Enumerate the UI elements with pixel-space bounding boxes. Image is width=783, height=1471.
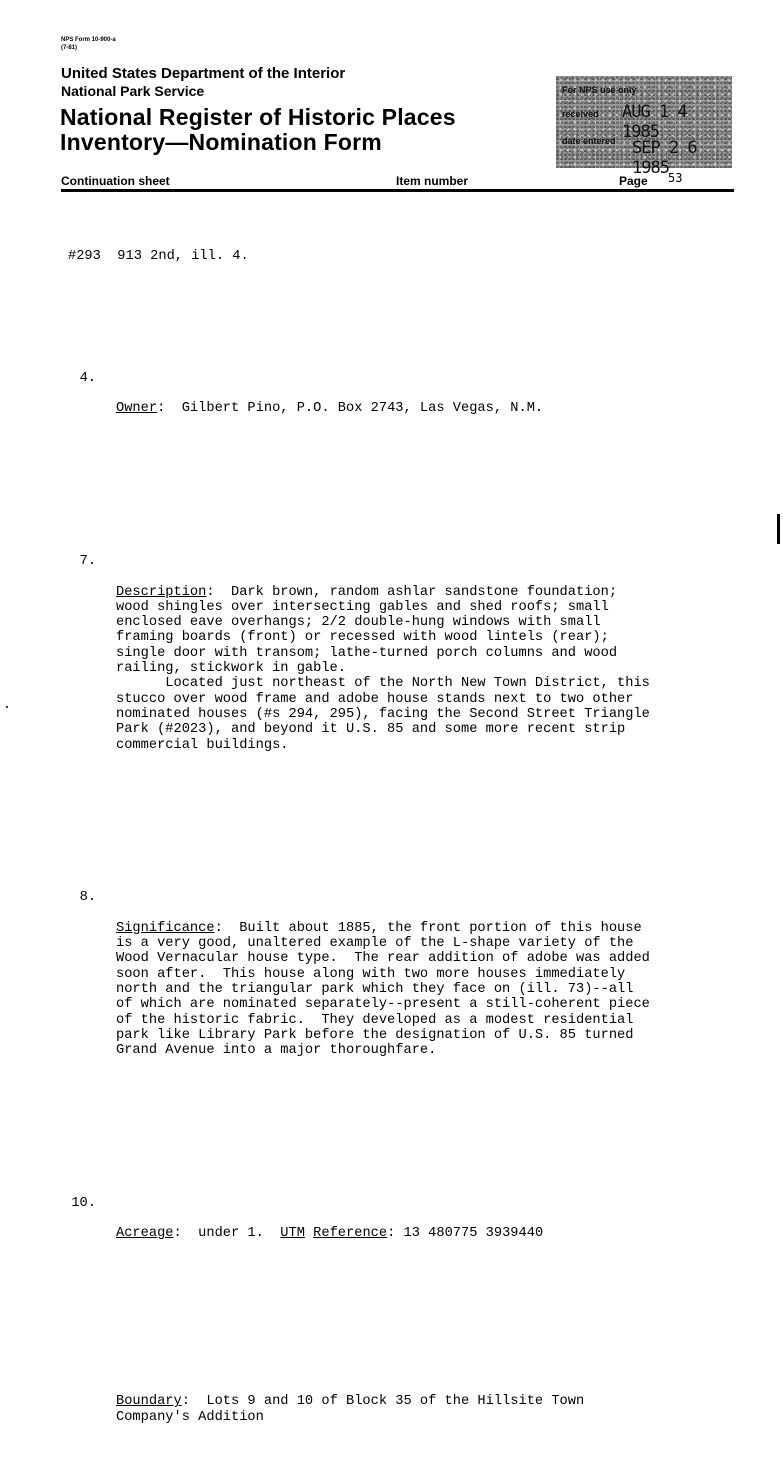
scan-speck [6,706,8,708]
description-line: railing, stickwork in gable. [116,661,346,677]
description-first-line: : Dark brown, random ashlar sandstone foundation; [206,584,618,600]
significance-line: soon after. This house along with two more houses immediately [116,966,626,982]
description-line: wood shingles over intersecting gables and shed roofs; small [116,599,609,615]
description-line: commercial buildings. [116,737,289,753]
significance-line: of which are nominated separately--present a still-coherent piece [116,997,650,1013]
nomination-entry [68,218,748,1471]
continuation-row [61,172,733,188]
description-label: Description [116,584,207,600]
description-line: Located just northeast of the North New Town District, this [116,676,650,692]
stamp-entered-date: SEP 2 6 1985 [632,138,697,178]
form-title-line2: Inventory—Nomination Form [60,129,382,155]
significance-first-line: : Built about 1885, the front portion of this house [214,920,642,936]
entry-heading: #293 913 2nd, ill. 4. [68,248,249,264]
boundary-first-line: : Lots 9 and 10 of Block 35 of the Hillsite Town [181,1394,585,1410]
form-date: (7-81) [61,45,78,51]
item-number-label: Item number [396,174,469,188]
page-number: 53 [668,171,683,185]
significance-line: Wood Vernacular house type. The rear addition of adobe was added [116,951,650,967]
description-line: framing boards (front) or recessed with wood lintels (rear); [116,630,609,646]
acreage-value: : under 1. [173,1226,281,1242]
form-number: NPS Form 10-900-a [61,37,116,43]
description-line: stucco over wood frame and adobe house stands next to two other [116,691,634,707]
service-name: National Park Service [61,83,205,99]
owner-section [68,355,748,447]
scan-margin-mark [777,514,780,544]
description-section [68,539,748,784]
utm-value: : 13 480775 3939440 [387,1226,544,1242]
description-line: enclosed eave overhangs; 2/2 double-hung windows with small [116,615,601,631]
section-number: 4. [79,370,96,386]
section-number: 8. [79,890,96,906]
acreage-label: Acreage [116,1226,174,1242]
significance-line: is a very good, unaltered example of the L-shape variety of the [116,936,634,952]
significance-section [68,875,748,1089]
significance-line: of the historic fabric. They developed as a modest residential [116,1012,634,1028]
stamp-use-only-label: For NPS use only [562,85,637,95]
stamp-received-label: received [562,109,599,119]
section-number: 10. [71,1195,96,1211]
description-line: Park (#2023), and beyond it U.S. 85 and some more recent strip [116,722,626,738]
header-rule [61,189,734,192]
description-line: nominated houses (#s 294, 295), facing the Second Street Triangle [116,706,650,722]
acreage-section [68,1181,748,1273]
significance-line: north and the triangular park which they face on (ill. 73)--all [116,981,634,997]
owner-text: : Gilbert Pino, P.O. Box 2743, Las Vegas, N.M. [157,401,544,417]
significance-line: Grand Avenue into a major thoroughfare. [116,1043,437,1059]
owner-label: Owner [116,401,158,417]
boundary-second-line: Company's Addition [116,1409,264,1425]
stamp-entered-label: date entered [562,136,616,146]
significance-label: Significance [116,920,215,936]
boundary-section [68,1364,748,1456]
utm-label: UTM [280,1226,305,1242]
form-identifier [61,36,116,52]
form-title-line1: National Register of Historic Places [60,104,456,130]
boundary-label: Boundary [116,1394,182,1410]
reference-label: Reference [313,1226,388,1242]
description-line: single door with transom; lathe-turned porch columns and wood [116,645,618,661]
agency-name: United States Department of the Interior [61,65,346,82]
stamp-received-date: AUG 1 4 1985 [622,102,687,142]
page-label: Page [619,174,648,188]
continuation-sheet-label: Continuation sheet [61,174,170,188]
section-number: 7. [79,553,96,569]
significance-line: park like Library Park before the designation of U.S. 85 turned [116,1027,634,1043]
